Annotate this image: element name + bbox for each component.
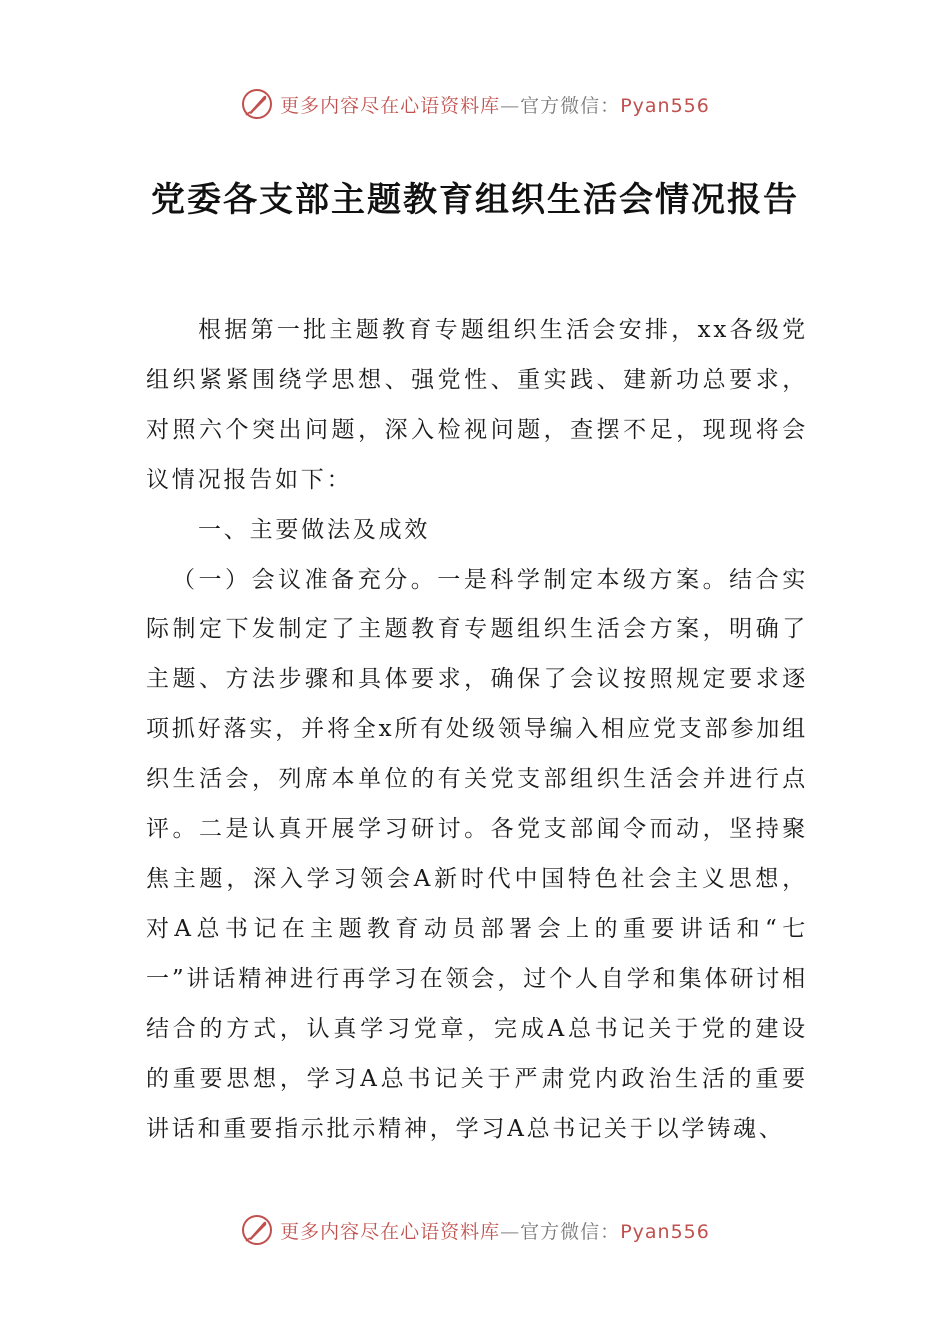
quill-pen-logo-icon — [240, 1213, 274, 1247]
section-heading: 一、主要做法及成效 — [198, 516, 431, 543]
banner-wechat-id: Pyan556 — [620, 1220, 710, 1243]
banner-wechat-id: Pyan556 — [620, 94, 710, 117]
footer-banner — [0, 1210, 950, 1250]
banner-main-text: 更多内容尽在心语资料库 — [280, 1220, 501, 1243]
banner-text — [280, 91, 710, 118]
body-paragraph: （一）会议准备充分。一是科学制定本级方案。结合实际制定下发制定了主题教育专题组织生活会方案，明确了主题、方法步骤和具体要求，确保了会议按照规定要求逐项抓好落实，并将全x所有处级领导编入相应党支部参加组织生活会，列席本单位的有关党支部组织生活会并进行点评。二是认真开展学习研讨。各党支部闻令而动，坚持聚焦主题，深入学习领会A新时代中国特色社会主义思想，对A总书记在主题教育动员部署会上的重要讲话和“七一”讲话精神进行再学习在领会，过个人自学和集体研讨相结合的方式，认真学习党章，完成A总书记关于党的建设的重要思想，学习A总书记关于严肃党内政治生活的重要讲话和重要指示批示精神，学习A总书记关于以学铸魂、 — [146, 566, 808, 1142]
header-banner — [0, 84, 950, 124]
document-body — [146, 306, 808, 1154]
banner-wechat-label: 官方微信： — [520, 1220, 621, 1243]
document-title: 党委各支部主题教育组织生活会情况报告 — [151, 180, 799, 220]
banner-wechat-label: 官方微信： — [520, 94, 621, 117]
banner-text — [280, 1217, 710, 1244]
quill-pen-logo-icon — [240, 87, 274, 121]
intro-paragraph: 根据第一批主题教育专题组织生活会安排，xx各级党组织紧紧围绕学思想、强党性、重实践、建新功总要求，对照六个突出问题，深入检视问题，查摆不足，现现将会议情况报告如下： — [146, 317, 808, 493]
banner-main-text: 更多内容尽在心语资料库 — [280, 94, 501, 117]
banner-separator: — — [500, 94, 521, 117]
banner-separator: — — [500, 1220, 521, 1243]
